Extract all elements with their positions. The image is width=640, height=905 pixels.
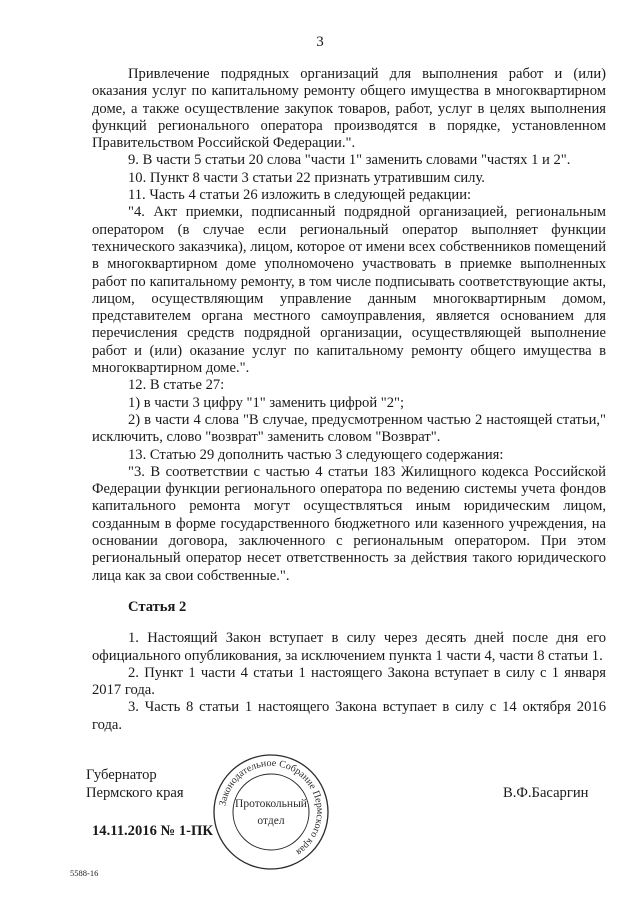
paragraph-item-9: 9. В части 5 статьи 20 слова "части 1" заменить словами "частях 1 и 2". [128,152,571,169]
seal-center-line1: Протокольный [235,798,307,810]
paragraph-procurement: Привлечение подрядных организаций для выполнения работ и (или) оказания услуг по капитальному ремонту общего имущества в многоквартирном доме, а также осуществление закупок товаров, работ, услуг в целях выполнения функций регионального оператора производятся в порядке, установленном Правительством Российской Федерации.". [92,66,606,152]
paragraph-part-3: "3. В соответствии с частью 4 статьи 183 Жилищного кодекса Российской Федерации функции регионального оператора по ведению системы учета фондов капитального ремонта могут осуществляться иным юридическим лицом, созданным в форме государственного бюджетного или казенного учреждения, на основании договора, заключенного с региональным оператором. При этом региональный оператор несет ответственность за действия такого юридического лица как за свои собственные.". [92,463,606,584]
paragraph-item-13: 13. Статью 29 дополнить частью 3 следующего содержания: [128,446,504,463]
seal-inner-ring [233,774,309,850]
seal-center-line2: отдел [257,815,285,827]
signatory-title-line1: Губернатор [86,767,157,783]
paragraph-acceptance-act: "4. Акт приемки, подписанный подрядной организацией, региональным оператором (в случае если региональный оператор выполняет функции технического заказчика), лицом, которое от имени всех собственников помещений в многоквартирном доме уполномочено участвовать в приемке выполненных работ по капитальному ремонту, в том числе подписывать соответствующие акты, лицом, осуществляющим управление данным многоквартирным домом, представителем органа местного самоуправления, является основанием для перечисления средств подрядной организации, осуществляющей выполнение работ и (или) оказание услуг по капитальному ремонту общего имущества в многоквартирном доме.". [92,204,606,377]
date-number: 14.11.2016 № 1-ПК [92,823,213,839]
signatory-name: В.Ф.Басаргин [503,785,589,801]
signatory-title-line2: Пермского края [86,784,184,801]
seal-outer-ring [214,755,328,869]
article-paragraph-1: 1. Настоящий Закон вступает в силу через десять дней после дня его официального опубликования, за исключением пункта 1 части 4, части 8 статьи 1. [92,630,606,664]
article-heading: Статья 2 [128,598,187,615]
footer-code: 5588-16 [70,868,99,878]
paragraph-subitem-2: 2) в части 4 слова "В случае, предусмотренном частью 2 настоящей статьи," исключить, слово "возврат" заменить словом "Возврат". [92,411,606,446]
page-number: 3 [316,34,324,50]
paragraph-item-12: 12. В статье 27: [128,377,225,394]
paragraph-item-10: 10. Пункт 8 части 3 статьи 22 признать утратившим силу. [128,169,485,186]
paragraph-item-11: 11. Часть 4 статьи 26 изложить в следующей редакции: [128,187,472,204]
paragraph-subitem-1: 1) в части 3 цифру "1" заменить цифрой "2"; [128,394,405,411]
signatory-title [86,767,184,802]
document-body [92,66,606,734]
article-paragraph-2: 2. Пункт 1 части 4 статьи 1 настоящего Закона вступает в силу с 1 января 2017 года. [92,664,606,699]
article-paragraph-3: 3. Часть 8 статьи 1 настоящего Закона вступает в силу с 14 октября 2016 года. [92,699,606,733]
stamp-seal [211,752,331,872]
seal-ring-text: Законодательное Собрание Пермского края [217,757,326,858]
